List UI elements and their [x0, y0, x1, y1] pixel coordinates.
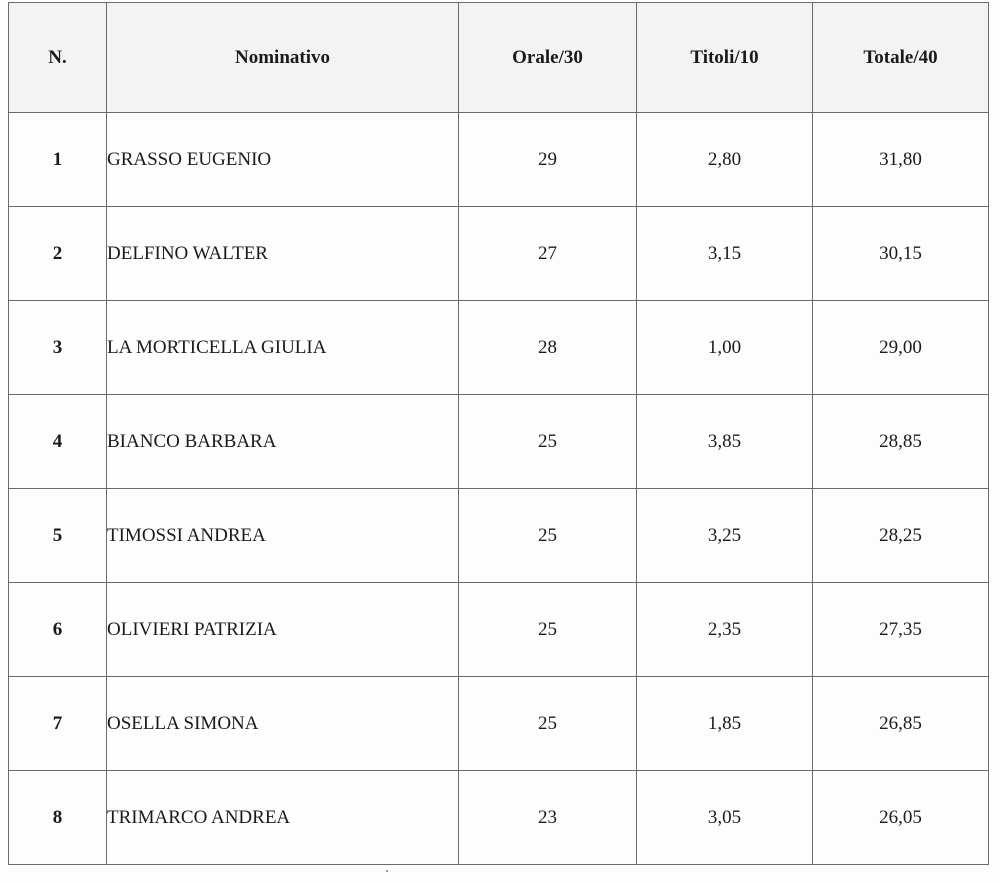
cell-nominativo: OLIVIERI PATRIZIA: [107, 583, 459, 677]
cell-titoli: 1,85: [637, 677, 813, 771]
cell-n: 1: [9, 113, 107, 207]
table-row: [9, 395, 989, 489]
cell-totale: 29,00: [813, 301, 989, 395]
table-row: [9, 489, 989, 583]
cell-nominativo: LA MORTICELLA GIULIA: [107, 301, 459, 395]
cell-orale: 23: [459, 771, 637, 865]
cell-orale: 25: [459, 677, 637, 771]
table-row: [9, 771, 989, 865]
cell-totale: 26,05: [813, 771, 989, 865]
cell-nominativo: OSELLA SIMONA: [107, 677, 459, 771]
cell-nominativo: TRIMARCO ANDREA: [107, 771, 459, 865]
cell-n: 6: [9, 583, 107, 677]
cell-titoli: 2,80: [637, 113, 813, 207]
cell-titoli: 1,00: [637, 301, 813, 395]
cell-titoli: 2,35: [637, 583, 813, 677]
header-n: N.: [9, 3, 107, 113]
cell-totale: 26,85: [813, 677, 989, 771]
cell-n: 8: [9, 771, 107, 865]
cell-nominativo: GRASSO EUGENIO: [107, 113, 459, 207]
table-row: [9, 677, 989, 771]
table-row: [9, 207, 989, 301]
cell-nominativo: TIMOSSI ANDREA: [107, 489, 459, 583]
table-header-row: [9, 3, 989, 113]
cell-orale: 27: [459, 207, 637, 301]
header-totale: Totale/40: [813, 3, 989, 113]
cell-nominativo: DELFINO WALTER: [107, 207, 459, 301]
cell-n: 4: [9, 395, 107, 489]
header-titoli: Titoli/10: [637, 3, 813, 113]
cell-orale: 28: [459, 301, 637, 395]
table-row: [9, 301, 989, 395]
cell-totale: 30,15: [813, 207, 989, 301]
cell-n: 3: [9, 301, 107, 395]
cell-nominativo: BIANCO BARBARA: [107, 395, 459, 489]
cell-totale: 28,25: [813, 489, 989, 583]
header-nominativo: Nominativo: [107, 3, 459, 113]
cell-titoli: 3,15: [637, 207, 813, 301]
cell-totale: 31,80: [813, 113, 989, 207]
cell-orale: 25: [459, 489, 637, 583]
cell-orale: 29: [459, 113, 637, 207]
table-row: [9, 583, 989, 677]
cell-orale: 25: [459, 583, 637, 677]
cell-totale: 28,85: [813, 395, 989, 489]
scan-speck: [386, 870, 388, 872]
cell-totale: 27,35: [813, 583, 989, 677]
cell-n: 7: [9, 677, 107, 771]
header-orale: Orale/30: [459, 3, 637, 113]
cell-titoli: 3,05: [637, 771, 813, 865]
cell-titoli: 3,25: [637, 489, 813, 583]
cell-n: 2: [9, 207, 107, 301]
cell-orale: 25: [459, 395, 637, 489]
table-row: [9, 113, 989, 207]
cell-n: 5: [9, 489, 107, 583]
ranking-table: [8, 2, 989, 865]
cell-titoli: 3,85: [637, 395, 813, 489]
